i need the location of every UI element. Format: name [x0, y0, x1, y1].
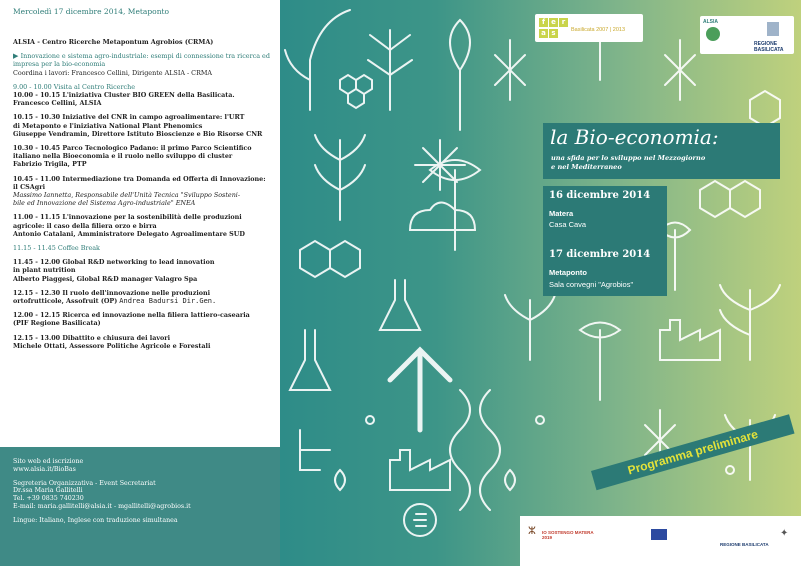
- regione-logo: REGIONE BASILICATA: [754, 41, 784, 53]
- event2-date: 17 dicembre 2014: [549, 249, 651, 260]
- item-line: in plant nutrition: [13, 266, 76, 275]
- item-line: Antonio Catalani, Amministratore Delegato Agroalimentare SUD: [13, 229, 245, 238]
- subtitle-line: e nel Mediterraneo: [551, 162, 622, 171]
- session-title: [13, 52, 275, 68]
- partner-logos: [700, 16, 794, 54]
- footer-logos: [520, 516, 801, 566]
- regione-crest-icon: [767, 22, 779, 36]
- item-line: 12.15 - 13.00 Dibattito e chiusura dei lavori: [13, 333, 171, 342]
- item-line: di Metaponto e l'iniziativa National Plant Phenomics: [13, 121, 203, 130]
- event2-city: Metaponto: [549, 268, 587, 277]
- alsia-logo: ALSIA: [703, 19, 718, 25]
- feasr-letter: e: [549, 18, 558, 27]
- matera-logo: IO SOSTENGO MATERA 2019: [542, 530, 594, 540]
- info-text: [13, 458, 275, 525]
- program-item: [13, 175, 275, 208]
- item-line: Michele Ottati, Assessore Politiche Agricole e Forestali: [13, 341, 211, 350]
- program-list: [13, 38, 275, 356]
- item-line: 10.15 - 10.30 Iniziative del CNR in campo agroalimentare: l'URT: [13, 113, 245, 122]
- item-line: Giuseppe Vendramin, Direttore Istituto Bioscienze e Bio Risorse CNR: [13, 129, 263, 138]
- item-line: italiano nella Bioeconomia e il ruolo nello sviluppo di cluster: [13, 152, 233, 161]
- item-line: Francesco Cellini, ALSIA: [13, 99, 102, 108]
- cover-panel: [280, 0, 801, 566]
- event1-date: 16 dicembre 2014: [549, 190, 651, 201]
- program-item: [13, 334, 275, 350]
- matera-mark-icon: ⵣ: [528, 526, 536, 537]
- feasr-letter: r: [559, 18, 568, 27]
- item-line: 10.45 - 11.00 Intermediazione tra Domanda ed Offerta di Innovazione:: [13, 174, 266, 183]
- item-line: 10.30 - 10.45 Parco Tecnologico Padano: il primo Parco Scientifico: [13, 144, 252, 153]
- item-line: 11.00 - 11.15 L'innovazione per la sostenibilità delle produzioni: [13, 213, 242, 222]
- program-item: [13, 311, 275, 327]
- eu-flag-icon: [651, 529, 667, 540]
- feasr-letter: f: [539, 18, 548, 27]
- alsia-icon: [706, 27, 720, 41]
- events-box: [543, 186, 667, 296]
- session-title-text: Innovazione e sistema agro-industriale: esempi di connessione tra ricerca ed impresa per la bio-economia: [13, 52, 270, 69]
- secretariat: Segreteria Organizzativa - Event Secretariat: [13, 479, 156, 487]
- event1-city: Matera: [549, 209, 574, 218]
- item-line: agricole: il caso della filiera orzo e birra: [13, 221, 157, 230]
- session-block: [13, 52, 275, 77]
- program-column: [0, 0, 280, 566]
- item-line: (PIF Regione Basilicata): [13, 319, 101, 328]
- feasr-letter: a: [539, 29, 548, 38]
- item-line: Alberto Piaggesi, Global R&D manager Valagro Spa: [13, 274, 198, 283]
- coffee-break: [13, 244, 275, 252]
- item-line: 11.45 - 12.00 Global R&D networking to lead innovation: [13, 258, 215, 267]
- program-item: [13, 113, 275, 138]
- handwritten-note: Andrea Badursi Dir.Gen.: [119, 297, 217, 306]
- ribbon-text: Programma preliminare: [626, 426, 760, 478]
- republic-emblem-icon: ✦: [780, 528, 789, 539]
- contact-tel: Tel. +39 0835 740230: [13, 495, 84, 503]
- item-line: ortofrutticole, Assofruit (OP): [13, 297, 118, 306]
- program-item: [13, 213, 275, 238]
- item-line: 12.00 - 12.15 Ricerca ed innovazione nella filiera lattiero-casearia: [13, 311, 250, 320]
- feasr-logo: [535, 14, 643, 42]
- feasr-letter: s: [549, 29, 558, 38]
- feasr-text: Basilicata 2007 | 2013: [571, 27, 626, 33]
- bio-pattern: [280, 0, 801, 566]
- item-line: Massimo Iannetta, Responsabile dell'Unità Tecnica "Sviluppo Sosteni-: [13, 191, 241, 200]
- event1-place: Casa Cava: [549, 220, 587, 229]
- title-box: [543, 123, 780, 179]
- site-heading: Sito web ed iscrizione: [13, 458, 84, 465]
- contact-email[interactable]: E-mail: maria.gallitelli@alsia.it - mgallitelli@agrobios.it: [13, 502, 191, 510]
- languages: Lingue: Italiano, Inglese con traduzione simultanea: [13, 516, 178, 524]
- item-line: 10.00 - 10.15 L'iniziativa Cluster BIO GREEN della Basilicata.: [13, 91, 235, 100]
- event2-place: Sala convegni "Agrobios": [549, 280, 634, 289]
- program-item: [13, 83, 275, 108]
- program-item: [13, 144, 275, 169]
- coordinator: Coordina i lavori: Francesco Cellini, Dirigente ALSIA - CRMA: [13, 68, 213, 77]
- arrow-icon: ▶: [13, 52, 21, 61]
- program-item: [13, 258, 275, 283]
- program-date: Mercoledì 17 dicembre 2014, Metaponto: [13, 7, 170, 16]
- program-item: [13, 289, 275, 305]
- item-line: il CSAgri: [13, 182, 46, 191]
- cover-subtitle: [551, 154, 705, 171]
- item-line: bile ed Innovazione del Sistema Agro-industriale" ENEA: [13, 199, 196, 208]
- item-line: 9.00 - 10.00 Visita al Centro Ricerche: [13, 82, 135, 91]
- item-line: Fabrizio Trigila, PTP: [13, 160, 87, 169]
- contact-name: Dr.ssa Maria Gallitelli: [13, 487, 83, 495]
- subtitle-line: una sfida per lo sviluppo nel Mezzogiorno: [551, 154, 706, 162]
- site-url[interactable]: www.alsia.it/BioBas: [13, 465, 76, 473]
- item-line: 11.15 - 11.45 Coffee Break: [13, 244, 100, 253]
- program-panel: [0, 0, 280, 447]
- cover-title: la Bio-economia:: [550, 125, 719, 149]
- venue: ALSIA - Centro Ricerche Metapontum Agrobios (CRMA): [13, 38, 214, 46]
- regione-footer-logo: REGIONE BASILICATA: [720, 542, 769, 547]
- item-line: 12.15 - 12.30 Il ruolo dell'innovazione nelle produzioni: [13, 288, 211, 297]
